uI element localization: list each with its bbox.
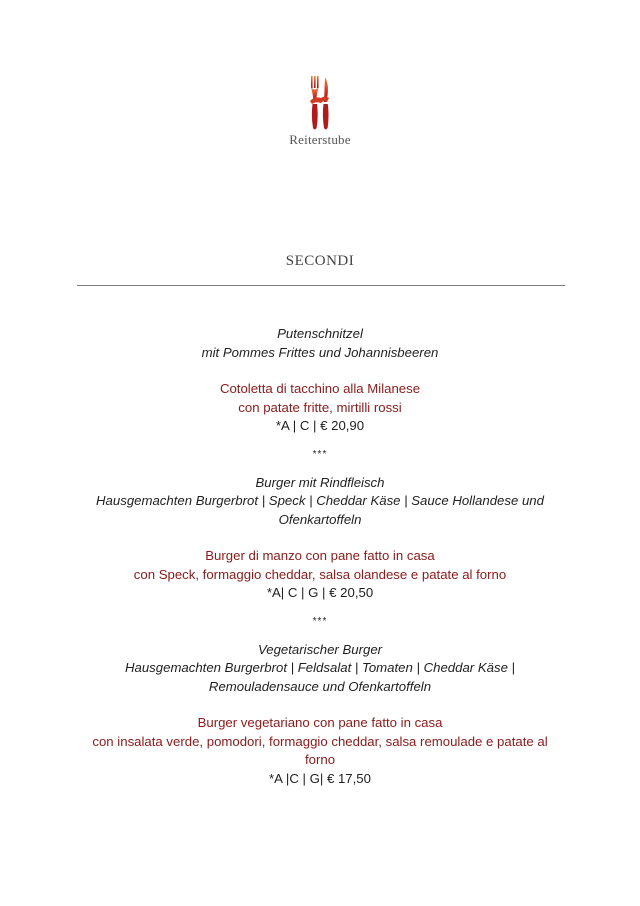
dish-german-description: [0, 474, 640, 530]
restaurant-logo: [0, 74, 640, 148]
fork-knife-horse-icon: [305, 74, 335, 132]
dish-vegetarischer-burger: [0, 641, 640, 789]
dish-separator: ***: [312, 448, 328, 460]
dish-german-line: Putenschnitzel: [277, 326, 363, 341]
dish-italian-line: Burger vegetariano con pane fatto in casa: [197, 715, 443, 730]
dish-putenschnitzel: [0, 325, 640, 436]
dish-german-line: Hausgemachten Burgerbrot | Speck | Cheddar Käse | Sauce Hollandese und: [96, 493, 544, 508]
dish-german-line: Ofenkartoffeln: [278, 511, 362, 527]
dish-italian-line: Burger di manzo con pane fatto in casa: [205, 548, 435, 563]
divider: [77, 285, 565, 286]
dish-italian-description: [0, 714, 640, 770]
menu-list: [0, 325, 640, 788]
dish-allergens-price: *A | C | € 20,90: [275, 418, 365, 433]
dish-burger-rindfleisch: [0, 474, 640, 603]
dish-allergens-price: *A |C | G| € 17,50: [269, 770, 371, 786]
dish-separator: ***: [312, 615, 328, 627]
dish-italian-line: Cotoletta di tacchino alla Milanese: [219, 381, 421, 396]
dish-german-description: [0, 641, 640, 697]
dish-german-line: mit Pommes Frittes und Johannisbeeren: [201, 344, 439, 360]
brand-name: Reiterstube: [289, 132, 351, 147]
dish-italian-description: [0, 547, 640, 584]
dish-italian-line: con insalata verde, pomodori, formaggio cheddar, salsa remoulade e patate al: [92, 733, 548, 749]
dish-german-description: [0, 325, 640, 362]
dish-italian-line: con patate fritte, mirtilli rossi: [238, 399, 402, 415]
dish-italian-description: [0, 380, 640, 417]
dish-italian-line: forno: [304, 752, 336, 767]
dish-german-line: Remouladensauce und Ofenkartoffeln: [208, 678, 432, 694]
dish-german-line: Burger mit Rindfleisch: [255, 474, 385, 490]
section-title: SECONDI: [285, 253, 355, 269]
dish-italian-line: con Speck, formaggio cheddar, salsa olandese e patate al forno: [133, 566, 507, 582]
dish-german-line: Hausgemachten Burgerbrot | Feldsalat | Tomaten | Cheddar Käse |: [124, 660, 515, 675]
dish-allergens-price: *A| C | G | € 20,50: [266, 585, 374, 600]
dish-german-line: Vegetarischer Burger: [257, 641, 383, 657]
